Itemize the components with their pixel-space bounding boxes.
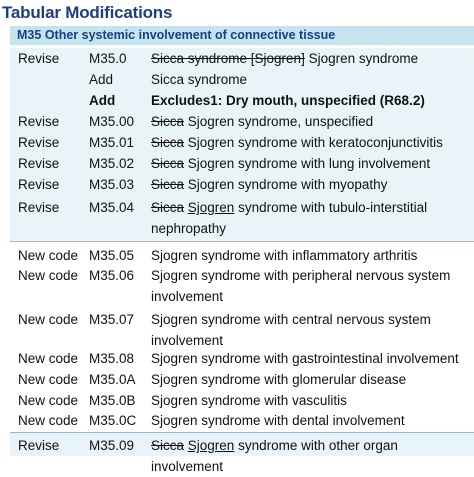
row-description	[151, 174, 471, 195]
section-code: M35	[17, 28, 42, 42]
row-action: New code	[18, 312, 79, 327]
desc-part: Sicca	[151, 156, 185, 171]
row-action: New code	[18, 393, 79, 408]
row-description: Sicca syndrome	[151, 72, 248, 87]
desc-part: syndrome with other organ involvement	[151, 438, 398, 474]
row-action: New code	[18, 351, 79, 366]
row-action: Revise	[18, 156, 60, 171]
row-code: M35.03	[89, 177, 135, 192]
desc-part: Sjogren syndrome	[304, 51, 419, 66]
row-description: Sjogren syndrome with glomerular disease	[151, 372, 407, 387]
table-row	[10, 48, 474, 111]
table-row	[10, 241, 474, 265]
desc-part: Sjogren syndrome, unspecified	[184, 114, 374, 129]
row-description	[151, 153, 471, 174]
row-code: Add	[89, 93, 116, 108]
desc-part: Sicca	[151, 114, 185, 129]
desc-part: Sicca	[151, 177, 185, 192]
row-action: Revise	[18, 200, 60, 215]
desc-part: Sicca	[151, 438, 185, 453]
row-action: New code	[18, 413, 79, 428]
row-code: M35.0B	[89, 393, 136, 408]
table-row	[10, 111, 474, 132]
desc-part: Sjogren syndrome with myopathy	[184, 177, 388, 192]
table-row	[10, 132, 474, 153]
page-title: Tabular Modifications	[2, 3, 173, 22]
desc-part: Sjogren	[187, 438, 235, 453]
row-code: M35.04	[89, 200, 135, 215]
row-description: Excludes1: Dry mouth, unspecified (R68.2)	[151, 93, 425, 108]
row-description: Sjogren syndrome with vasculitis	[151, 393, 347, 408]
row-action: New code	[18, 248, 79, 263]
row-description: Sjogren syndrome with gastrointestinal involvement	[151, 351, 459, 366]
row-code: M35.0	[89, 51, 127, 66]
row-code: M35.05	[89, 248, 135, 263]
row-code: M35.08	[89, 351, 135, 366]
table-row	[10, 309, 474, 351]
row-action: Revise	[18, 135, 60, 150]
table-row	[10, 174, 474, 195]
table-row	[10, 390, 474, 411]
row-description	[151, 132, 471, 153]
table-row	[10, 153, 474, 174]
row-description	[151, 48, 471, 69]
desc-part: syndrome with tubulo-interstitial nephropathy	[151, 200, 428, 236]
desc-part: Sjogren syndrome with keratoconjunctivitis	[184, 135, 443, 150]
row-code: M35.0A	[89, 372, 136, 387]
row-code: M35.00	[89, 114, 135, 129]
table-row	[10, 265, 474, 307]
row-description: Sjogren syndrome with central nervous system involvement	[151, 312, 431, 348]
row-action: Revise	[18, 51, 60, 66]
row-action: New code	[18, 372, 79, 387]
desc-part: Sicca	[151, 135, 185, 150]
table-row	[10, 195, 474, 241]
row-action: Revise	[18, 438, 60, 453]
row-description	[151, 111, 471, 132]
section-header	[10, 26, 474, 45]
row-action: Revise	[18, 114, 60, 129]
row-code: M35.07	[89, 312, 135, 327]
table-row	[10, 432, 474, 474]
row-description: Sjogren syndrome with peripheral nervous system involvement	[151, 268, 451, 304]
desc-part: Sicca	[151, 200, 185, 215]
desc-part: Sicca syndrome [Sjogren]	[151, 51, 305, 66]
table-row	[10, 410, 474, 431]
row-description	[151, 435, 471, 477]
table-row	[10, 348, 474, 369]
row-code: M35.02	[89, 156, 135, 171]
row-code: M35.09	[89, 438, 135, 453]
row-description: Sjogren syndrome with dental involvement	[151, 413, 405, 428]
section-title: Other systemic involvement of connective tissue	[44, 28, 336, 42]
row-description	[151, 197, 471, 239]
desc-part: Sjogren	[187, 200, 235, 215]
row-action: New code	[18, 268, 79, 283]
row-code: Add	[89, 72, 114, 87]
row-action: Revise	[18, 177, 60, 192]
desc-part: Sjogren syndrome with lung involvement	[184, 156, 431, 171]
row-code: M35.01	[89, 135, 135, 150]
row-code: M35.0C	[89, 413, 137, 428]
table-row	[10, 369, 474, 390]
row-code: M35.06	[89, 268, 135, 283]
row-description: Sjogren syndrome with inflammatory arthritis	[151, 248, 418, 263]
